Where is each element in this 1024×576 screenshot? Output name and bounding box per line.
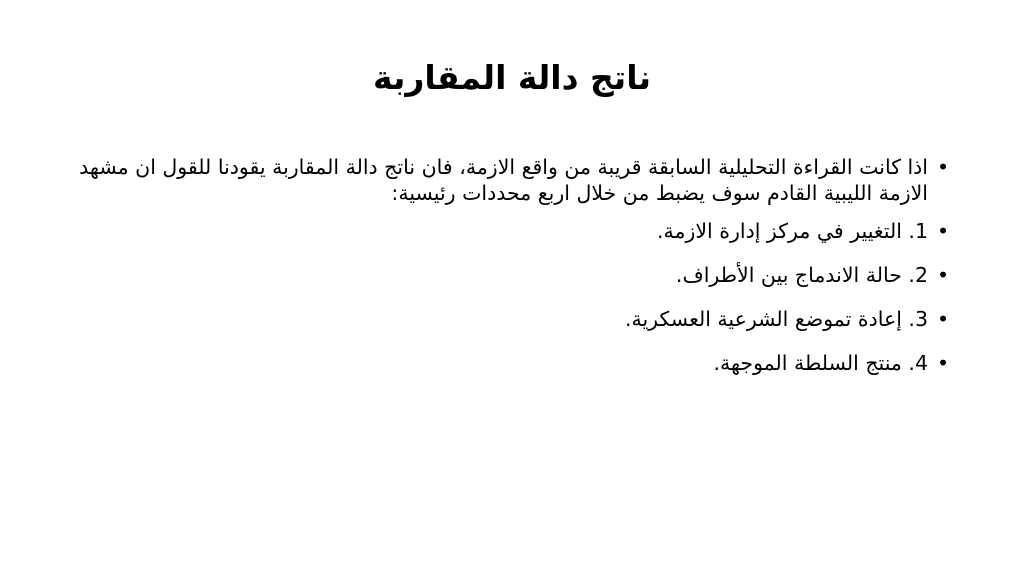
list-item — [70, 350, 950, 376]
bullet-icon: • — [936, 219, 950, 243]
list-item-text: 3. إعادة تموضع الشرعية العسكرية. — [624, 307, 928, 331]
bullet-icon: • — [936, 307, 950, 331]
list-item-text: 2. حالة الاندماج بين الأطراف. — [675, 263, 928, 287]
bullet-icon: • — [936, 263, 950, 287]
list-item — [70, 306, 950, 332]
list-item — [70, 218, 950, 244]
intro-text: اذا كانت القراءة التحليلية السابقة قريبة من واقع الازمة، فان ناتج دالة المقاربة يقودنا للقول ان مشهد الازمة الليبية القادم سوف يضبط من خلال اربع محددات رئيسية: — [79, 155, 928, 205]
list-item-text: 4. منتج السلطة الموجهة. — [713, 351, 928, 375]
bullet-icon: • — [936, 155, 950, 179]
slide-title: ناتج دالة المقاربة — [373, 58, 651, 97]
bullet-list — [70, 154, 950, 394]
bullet-icon: • — [936, 351, 950, 375]
list-item — [70, 154, 950, 206]
list-item-text: 1. التغيير في مركز إدارة الازمة. — [656, 219, 928, 243]
list-item — [70, 262, 950, 288]
